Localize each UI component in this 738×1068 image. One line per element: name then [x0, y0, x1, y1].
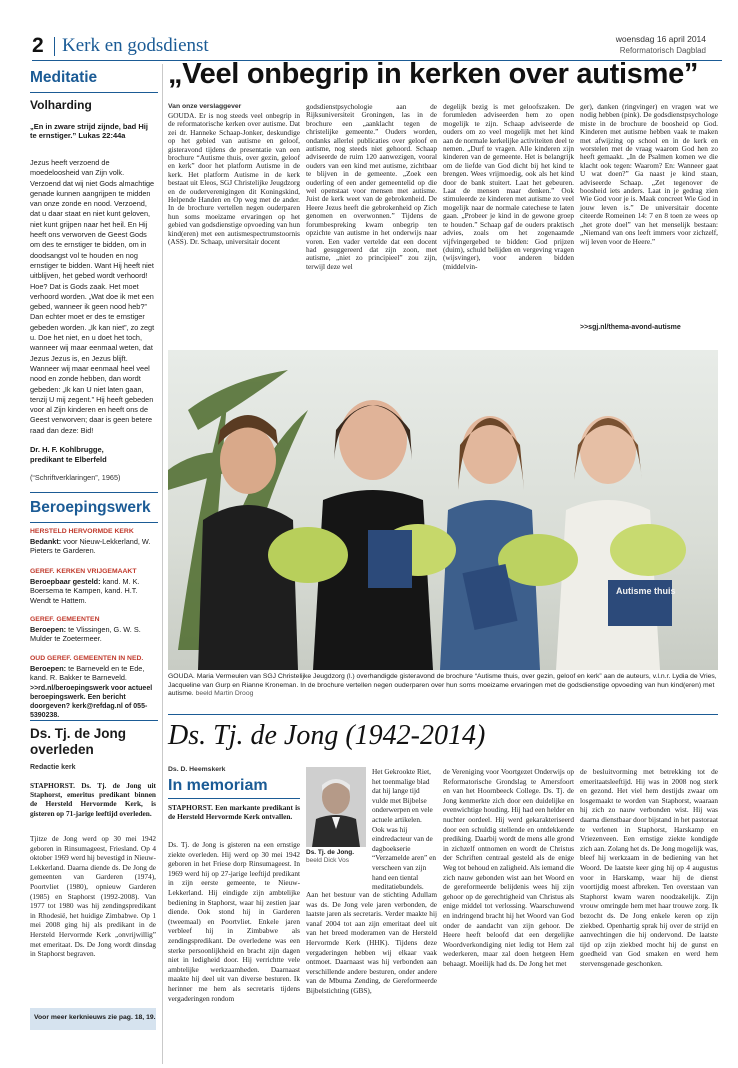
- more-news-label[interactable]: Voor meer kerknieuws zie pag. 18, 19.: [34, 1014, 156, 1021]
- portrait-photo: [306, 767, 366, 847]
- meditatie-author-place: predikant te Elberfeld: [30, 455, 107, 464]
- meditatie-rule: [30, 92, 158, 93]
- church-name: GEREF. KERKEN VRIJGEMAAKT: [30, 568, 137, 575]
- photo-credit: beeld Martin Droog: [195, 690, 254, 698]
- photo-illustration: [168, 350, 718, 670]
- memoriam-col-4: de besluitvorming met betrekking tot de emeritaatsleeftijd. Hij was in 2008 nog sterk en gezond. Het viel hem destijds zwaar om losgemaakt te worden van Staphorst, waaraan hij zich zo nauw verbonden wist. Hij was daarna dienstbaar door bijstand in het pastoraat te verlenen in Staphorst, Harskamp en Vriezenveen. Een ernstige ziekte kondigde zich aan. Zolang het ds. De Jong mogelijk was, bleef hij werkzaam in de bediening van het Woord. De laatste keer ging hij op 4 augustus voor in Harskamp, waar hij de dienst voortijdig moest afbreken. Ten overstaan van Staphorst kwam waren noodzakelijk. Zijn vrouw omringde hem met haar trouwe zorg. Ik bezocht ds. De Jong enkele keren op zijn ziekbed. Openhartig sprak hij over de strijd en aanvechtingen die hij ondervond. De laatste tijd op zijn ziekbed mocht hij de gunst en goedheid van God smaken en werd hem stervensgenade geschonken.: [580, 767, 718, 968]
- memoriam-lead: STAPHORST. Een markante predikant is de Hersteld Hervormde Kerk ontvallen.: [168, 803, 300, 822]
- main-headline: „Veel onbegrip in kerken over autisme”: [168, 58, 699, 90]
- beroep-label: Bedankt:: [30, 536, 62, 546]
- photo-caption: [168, 673, 718, 699]
- portrait-credit: beeld Dick Vos: [306, 857, 349, 864]
- main-col-2: godsdienstpsychologie aan de Rijksuniversiteit Groningen, las in de brochure een „aanklacht tegen de christelijke gemeente.” Ouders worden, ondanks allerlei publicaties over geloof en autisme, nog steeds niet gehoord. Schaap adviseerde de ruim 120 aanwezigen, vooral ouders van een kind met autisme, zichtbaar te blijven in de gemeente. „Zoek een ouderling of een ander gemeentelid op die wel openstaat voor mensen met autisme. Juist de kerk weet van de gebrokenheid. De Heere Jezus heeft die gebrokenheid op Zich genomen en overwonnen.” Tijdens de forumbespreking kwam onbegrip ten opzichte van autisme in het onderwijs naar voren. Een vader vertelde dat een docent had gesuggereerd dat zijn zoon, met autisme, „niet zo principieel” zou zijn, terwijl deze wel: [306, 102, 437, 271]
- brochure-title: Autisme thuis: [616, 586, 676, 596]
- portrait-illustration: [306, 767, 366, 847]
- main-col-1: GOUDA. Er is nog steeds veel onbegrip in de reformatorische kerken over autisme. Dat zei dr. Hanneke Schaap-Jonker, deskundige op het gebied van autisme en geloof, gisteravond tijdens de presentatie van een brochure “Autisme thuis, over gezin, geloof en kerk” door het platform Autisme in de kerk. Het platform Autisme in de kerk bestaat uit Eleos, SGJ Christelijke Jeugdzorg en de ouderverenigingen dit Koningskind, Helpende Handen en Op weg met de ander. In de brochure vertellen negen ouderparen hun soms moeizame ervaringen op het gebied van godsdienstige opvoeding van hun kind(eren) met een autismespectrumstoornis (ASS). Dr. Schaap, universitair docent: [168, 111, 300, 247]
- beroep-label: Beroepen:: [30, 624, 67, 634]
- portrait-name: Ds. Tj. de Jong.: [306, 849, 355, 856]
- meditatie-author: Dr. H. F. Kohlbrugge,: [30, 445, 104, 454]
- more-news-box[interactable]: [30, 1008, 156, 1030]
- beroep-label: Beroepbaar gesteld:: [30, 576, 101, 586]
- beroeping-top-rule: [30, 492, 158, 493]
- memoriam-col-3: de Vereniging voor Voortgezet Onderwijs op Reformatorische Grondslag te Amersfoort en van het Hoornbeeck College. Ds. Tj. de Jong kenmerkte zich door een duidelijke en evenwichtige houding. Hij had een helder en nuchter oordeel. Hij werd gekarakteriseerd door een schuldig stellende en ontdekkende prediking. Daarbij wordt de mens alle grond in zichzelf ontnomen en wordt de Christus der Schriften centraal gesteld als de enige Weg tot behoud en zaligheid. Als iemand die zich nauw gebonden wist aan het Woord en de gereformeerde belijdenis wees hij zijn gehoor op de gerechtigheid van Christus als enige middel tot verlossing. Waarschuwend en indringend bracht hij het Woord van God onder de aandacht van zijn gehoor. De Heere heeft beloofd dat een dergelijke Woordverkondiging niet ledig tot Hem zal wederkeren, maar zal doen hetgeen Hem behaagt. Moeilijk had ds. De Jong het met: [443, 767, 574, 968]
- obit-heading: Ds. Tj. de Jong overleden: [30, 726, 127, 757]
- portrait-caption: [306, 849, 354, 865]
- header-divider: [54, 37, 55, 56]
- main-photo: [168, 350, 718, 670]
- section-title: Kerk en godsdienst: [62, 35, 209, 56]
- caption-text: GOUDA. Maria Vermeulen van SGJ Christelijke Jeugdzorg (l.) overhandigde gisteravond de brochure “Autisme thuis, over gezin, geloof en kerk” aan de auteurs, v.l.n.r. Lydia de Vries, Jacqueline van Gurp en Rianne Kroneman. In de brochure vertellen negen ouderparen over hun soms moeizame ervaringen met de godsdienstige opvoeding van hun kind(eren) met autisme.: [168, 673, 717, 698]
- brochure-1: [368, 530, 412, 588]
- beroep-group-2: [30, 567, 156, 605]
- meditatie-title: Volharding: [30, 98, 92, 112]
- main-byline: Van onze verslaggever: [168, 103, 242, 110]
- main-col-4: ger), danken (ringvinger) en vragen wat we nodig hebben (pink). De godsdienstpsychologe miste in de brochure de boosheid op God. Kinderen met autisme hebben vaak te maken met afwijzing op school en in de kerk en worstelen met de vraag waarom God hen zo heeft gemaakt. „In de Psalmen komen we die klacht ook tegen: Waarom? En: Wanneer gaat U wat doen?” Ga naast je kind staan, adviseerde Schaap. „Zet tegenover de boosheid iets anders. Laat in je gedrag zien Wie God voor je is. Maak concreet Wie God in jouw leven is.” De universitair docente citeerde Romeinen 14: 7 en 8 toen ze wees op „het grote doel” van het menselijk bestaan: „Niemand van ons leeft immers voor zichzelf, wij leven voor de Heere.”: [580, 102, 718, 246]
- memoriam-top-rule: [168, 714, 718, 715]
- header-date: woensdag 16 april 2014: [615, 34, 706, 44]
- main-link[interactable]: >>sgj.nl/thema-avond-autisme: [580, 324, 681, 331]
- obit-top-rule: [30, 720, 158, 721]
- beroeping-heading: Beroepingswerk: [30, 499, 151, 516]
- meditatie-heading: Meditatie: [30, 69, 98, 86]
- meditatie-body: Jezus heeft verzoend de moedeloosheid van Zijn volk. Verzoend dat wij niet Gods almachtige genade kunnen aangrijpen te midden van onze zonde en nood. Verzoend, dat u daar staat en niet kunt geloven, niet kunt grijpen naar het heil. En Hij heeft ons verworven de Geest Gods om des te ernstiger te bidden, om in doodsangst vol te houden en nog ernstiger te bidden. Want Hij heeft niet uitblijven, het gebed wordt verhoord! Hoe? Dat is Gods zaak. Het moet verhoord worden. „Wat doe ik met een gebed, wanneer ik geen nood heb?” Dan echter moet er des te ernstiger gebeden worden. „Ik kan niet”, zo zegt u. Doe het niet, en u doet het toch, wanneer wij maar eenmaal weten, dat Jezus Jezus is, en Jezus blijft. Wanneer wij maar eenmaal heel veel nood en zonde hebben, dan wordt gebeden: „Ik kan U niet laten gaan, tenzij U mij zegent.” Hij heeft gebeden voor al Zijn kinderen en heeft ons de Geest verworven; daar is geen betere raad dan deze: Bid!: [30, 158, 155, 435]
- memoriam-col-2-top: Het Gekrookte Riet, het toenmalige blad dat hij lange tijd vulde met Bijbelse onderwerpen en vele actuele artikelen. Ook was hij eindredacteur van de dagboekserie “Verzamelde aren” en verscheen van zijn hand een tiental meditatiebundels.: [372, 767, 437, 892]
- memoriam-col-2: Aan het bestuur van de stichting Adullam was ds. De Jong vele jaren verbonden, de laatste jaren als secretaris. Verder maakte hij vanaf 2004 tot aan zijn emeritaat deel uit van het breed moderamen van de Hersteld Hervormde Kerk (HHK). Tijdens deze vergaderingen hebben wij elkaar vaak ontmoet. Daarnaast was hij verbonden aan verschillende andere besturen, onder andere van de Mbuma Zending, de Gereformeerde Bijbelstichting (GBS),: [306, 890, 437, 995]
- beroep-group-1: [30, 527, 156, 556]
- page-header: [32, 34, 722, 58]
- header-publication: Reformatorisch Dagblad: [619, 46, 706, 55]
- memoriam-heading-rule: [168, 798, 300, 799]
- church-name: HERSTELD HERVORMDE KERK: [30, 528, 134, 535]
- beroep-label: Beroepen:: [30, 663, 67, 673]
- page-number: 2: [32, 34, 44, 57]
- meditatie-verse: „En in zware strijd zijnde, bad Hij te ernstiger.” Lukas 22:44a: [30, 122, 148, 140]
- meditatie-source: (“Schriftverklaringen”, 1965): [30, 473, 121, 482]
- obit-lead: STAPHORST. Ds. Tj. de Jong uit Staphorst, emeritus predikant binnen de Hersteld Hervormde Kerk, is gisteren op 71-jarige leeftijd overleden.: [30, 781, 156, 818]
- sidebar-divider: [162, 64, 163, 1064]
- main-col-3: degelijk bezig is met geloofszaken. De forumleden adviseerden hem zo open mogelijk te zijn. Schaap adviseerde de ouders om zo veel mogelijk met het kind aan de normale kerkelijke activiteiten deel te nemen. „Durf te vragen. Alle kinderen zijn kinderen van de gemeente. Het is belangrijk om de liefde van God dicht bij het kind te brengen. Wees vrijmoedig, ook als het kind door de bank stuitert. Laat het gebeuren. Laat de mensen maar denken.” Ook stimuleerde ze kinderen met autisme zo veel mogelijk naar de normale catechese te laten gaan. „Probeer je kind in de gewone groep te houden.” Schaap gaf de ouders praktisch advies, zoals om het zogenaamde vijfvingergebed te bidden: God prijzen (duim), schuld belijden en vergeving vragen (wijsvinger), voor anderen bidden (middelvin-: [443, 102, 574, 271]
- church-name: OUD GEREF. GEMEENTEN IN NED.: [30, 655, 144, 662]
- beroep-footer-link[interactable]: >>rd.nl/beroepingswerk voor actueel beroepingswerk. Een bericht doorgeven? kerk@refdag.nl of 055-5390238.: [30, 685, 153, 719]
- sidebar: [30, 64, 158, 1064]
- memoriam-byline: Ds. D. Heemskerk: [168, 766, 226, 773]
- church-name: GEREF. GEMEENTEN: [30, 616, 100, 623]
- beroeping-rule: [30, 522, 158, 523]
- beroep-text: voor Nieuw-Lekkerland, W. Pieters te Garderen.: [30, 536, 151, 556]
- beroep-group-3: [30, 615, 156, 644]
- memoriam-heading: In memoriam: [168, 777, 268, 794]
- beroep-group-4: [30, 654, 156, 683]
- beroep-text: te Vlissingen, G. W. S. Mulder te Zoetermeer.: [30, 624, 141, 644]
- obit-body: Tjitze de Jong werd op 30 mei 1942 geboren in Rinsumageest, Friesland. Op 4 oktober 1969 werd hij bevestigd in Nieuw-Lekkerland. Daarna diende ds. De Jong de gemeenten van Garderen (1974), Poortvliet (1980), opnieuw Garderen (1985) en Staphorst (1992-2008). Van 1977 tot 1980 was hij zendingspredikant in Rhodesië, het huidige Zimbabwe. Op 1 mei 2008 ging hij als predikant in de Hersteld Hervormde Kerk „onvrijwillig” met emeritaat. Ds. De Jong wordt dinsdag in Staphorst begraven.: [30, 834, 156, 959]
- memoriam-col-1: Ds. Tj. de Jong is gisteren na een ernstige ziekte overleden. Hij werd op 30 mei 1942 geboren in het Friese dorp Rinsumageest. In 1969 werd hij op 27-jarige leeftijd predikant in zijn eerste gemeente, te Nieuw-Lekkerland. Hij eindigde zijn ambtelijke bediening in Staphorst, waar hij zestien jaar diende. Ook stond hij in Garderen (tweemaal) en Poortvliet. Enkele jaren verbleef hij in Zimbabwe als zendingspredikant. De overledene was een sterke persoonlijkheid en bracht zijn dagen niet in ledigheid door. Hij verrichtte vele ambtelijke werkzaamheden. Daarnaast maakte hij deel uit van diverse besturen. Ik herinner me hem als secretaris tijdens vergaderingen rondom: [168, 840, 300, 1003]
- beroep-text: kand. M. K. Boersema te Kampen, kand. H.T. Wendt te Hattem.: [30, 576, 140, 605]
- obit-byline: Redactie kerk: [30, 764, 76, 771]
- beroep-text: te Barneveld en te Ede, kand. R. Bakker te Barneveld.: [30, 663, 145, 683]
- memoriam-headline: Ds. Tj. de Jong (1942-2014): [168, 720, 486, 751]
